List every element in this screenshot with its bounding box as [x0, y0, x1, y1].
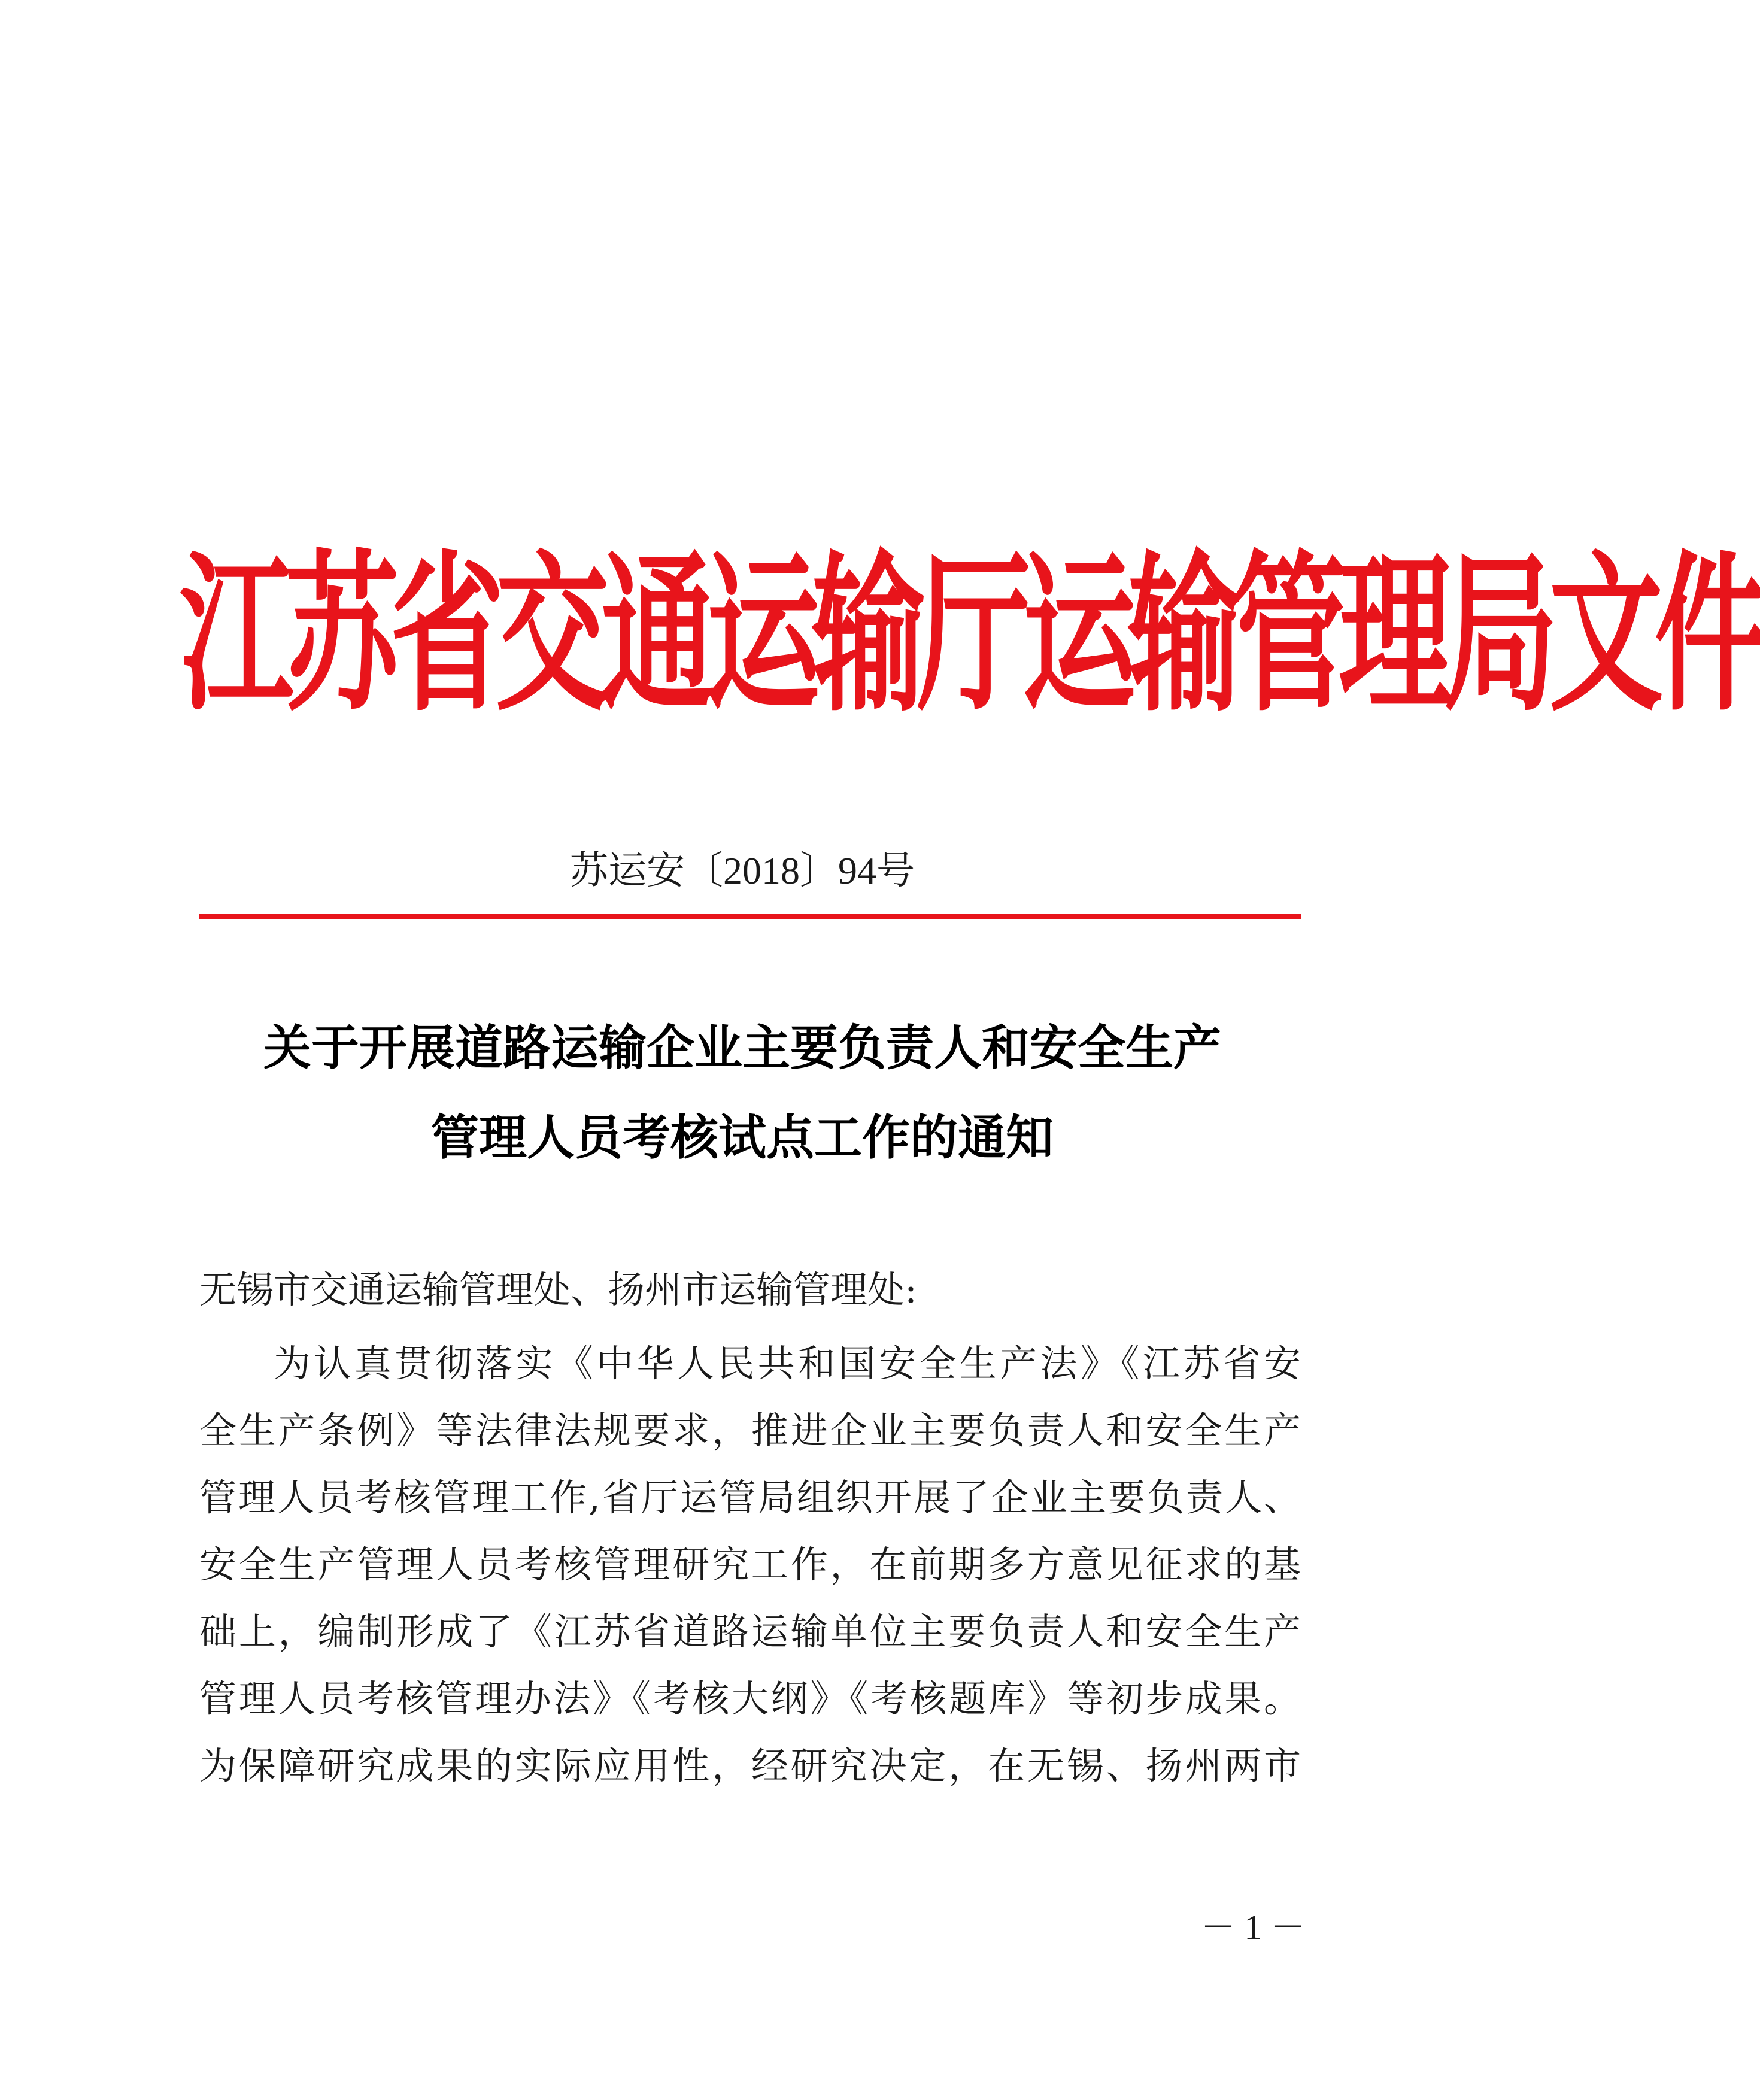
notice-title [180, 1003, 1305, 1182]
body-paragraph [199, 1330, 1301, 1799]
body-line: 安全生产管理人员考核管理研究工作，在前期多方意见征求的基 [199, 1543, 1301, 1586]
document-number: 苏运安〔2018〕94号 [570, 849, 915, 892]
red-divider-line [199, 914, 1301, 919]
body-line: 管理人员考核管理办法》《考核大纲》《考核题库》等初步成果。 [199, 1677, 1301, 1720]
body-line: 管理人员考核管理工作,省厅运管局组织开展了企业主要负责人、 [199, 1476, 1301, 1519]
body-line: 础上，编制形成了《江苏省道路运输单位主要负责人和安全生产 [199, 1610, 1301, 1653]
body-line: 为认真贯彻落实《中华人民共和国安全生产法》《江苏省安 [274, 1342, 1301, 1385]
notice-title-line: 管理人员考核试点工作的通知 [431, 1109, 1054, 1166]
recipients-line: 无锡市交通运输管理处、扬州市运输管理处: [199, 1268, 917, 1312]
body-line: 为保障研究成果的实际应用性，经研究决定，在无锡、扬州两市 [199, 1744, 1301, 1788]
issuing-authority-header: 江苏省交通运输厅运输管理局文件 [180, 534, 1760, 735]
page-number: － 1 － [1200, 1908, 1305, 1947]
notice-title-line: 关于开展道路运输企业主要负责人和安全生产 [263, 1019, 1221, 1076]
body-line: 全生产条例》等法律法规要求，推进企业主要负责人和安全生产 [199, 1409, 1301, 1452]
